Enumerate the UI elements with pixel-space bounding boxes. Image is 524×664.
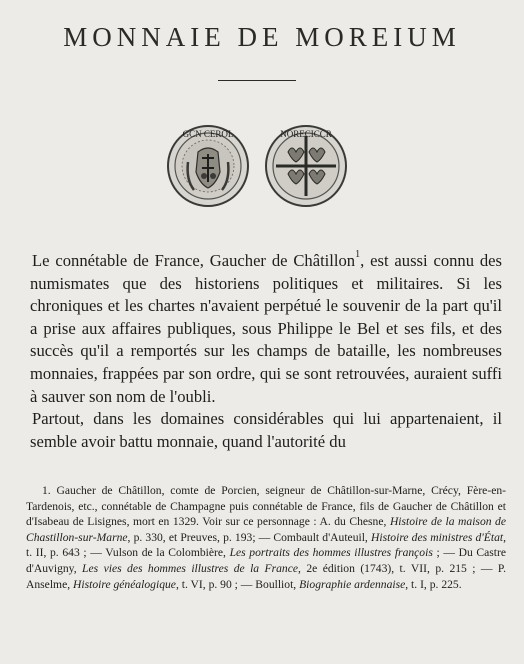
footnote-text: , t. II, p. 643 ; — Vulson de la Colombière, [26,530,506,560]
footnote-text: , t. VI, p. 90 ; — Boulliot, [175,577,300,591]
footnote-title-6: Biographie ardennaise [299,577,406,591]
footnote-title-5: Histoire généalogique [73,577,176,591]
footnote-text: Gaucher de Châtillon, comte de Porcien, seigneur de Châtillon-sur-Marne, Crécy, Fère-en-Tardenois, etc., connétable de Champagne puis connétable de France, fils de Gaucher de Châtillon et d'Isabeau de Lisignes, mort en 1329. Voir sur ce personnage : A. du Chesne, [26,484,506,529]
footnote-text: , t. I, p. 225. [405,577,462,591]
footnote-text: ; — Du Castre d'Auvigny, [26,546,506,575]
title-divider [218,80,296,81]
paragraph-1-rest: , est aussi connu des numismates que des historiens politiques et militaires. Si les chroniques et les chartes n'avaient perpétué le souvenir de la part qu'il a prise aux affaires publiques, sous Philippe le Bel et ses fils, et des succès qu'il a remportés sur les champs de bataille, les nombreuses monnaies, frappées par son ordre, qui se sont retrouvées, auraient suffi à sauver son nom de l'oubli. [30,251,502,406]
coin-obverse-legend: GCN CEROL [182,129,234,139]
paragraph-1-lead: Le connétable de France, Gaucher de Châtillon [32,251,356,270]
coin-obverse-image [164,122,252,210]
footnote-title-1: Histoire de la maison de Chastillon-sur-Marne [26,515,506,544]
coin-reverse-legend: NORECICCR [280,129,332,139]
footnote-title-3: Les portraits des hommes illustres françois [229,546,433,560]
footnote-ref-1[interactable]: 1 [355,249,361,260]
page-title: MONNAIE DE MOREIUM [63,22,461,52]
footnote-text: , p. 330, et Preuves, p. 193; — Combault d'Auteuil, [127,530,371,544]
paragraph-1 [30,250,502,408]
footnote-number: 1. [42,484,51,497]
paragraph-2: Partout, dans les domaines considérables qui lui appartenaient, il semble avoir battu monnaie, quand l'autorité du [30,409,502,451]
footnote-title-2: Histoire des ministres d'État [370,530,504,544]
footnote-text: , 2e édition (1743), t. VII, p. 215 ; — P. Anselme, [26,561,506,591]
footnote [26,483,506,592]
footnote-title-4: Les vies des hommes illustres de la France [82,561,298,575]
body-text [30,250,502,453]
coin-reverse-image [262,122,350,210]
